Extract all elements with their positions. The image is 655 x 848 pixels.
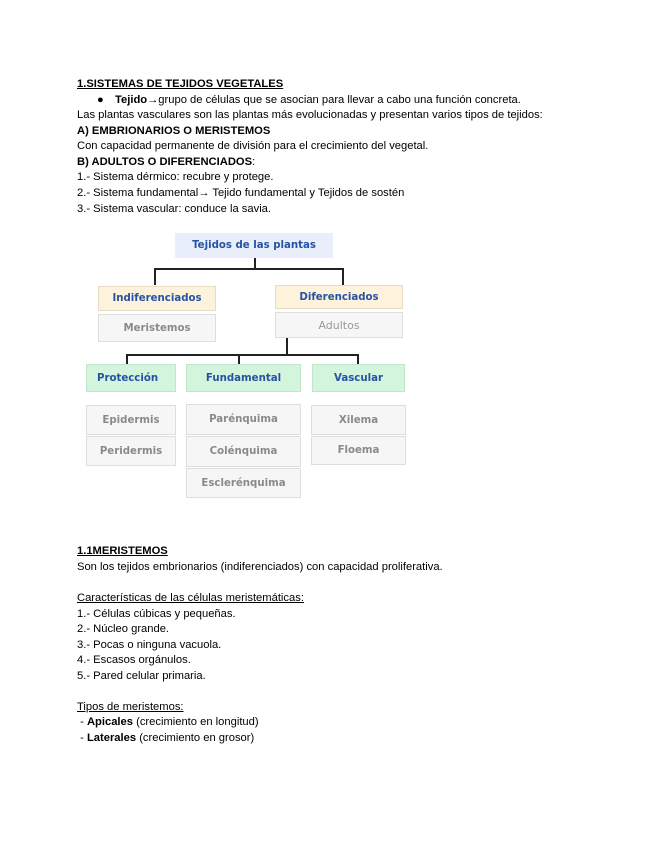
connector [154,268,156,285]
connector [342,268,344,285]
tejido-text: grupo de células que se asocian para llevar a cabo una función concreta. [158,94,521,106]
list-item: 1.- Sistema dérmico: recubre y protege. [77,171,274,183]
list-item: 5.- Pared celular primaria. [77,670,206,682]
apical-term: Apicales [86,716,133,728]
lateral-prefix: - [77,732,87,744]
section2-intro: Son los tejidos embrionarios (indiferenciados) con capacidad proliferativa. [77,561,443,573]
section2-heading: 1.1MERISTEMOS [77,545,168,557]
list-item: 4.- Escasos orgánulos. [77,654,191,666]
section1-intro: Las plantas vasculares son las plantas más evolucionadas y presentan varios tipos de tejidos: [77,109,543,121]
proteccion-box: Protección [86,364,176,392]
list-item: 2.- Núcleo grande. [77,623,170,635]
tejido-term: Tejido [115,94,148,106]
lateral-item [77,732,254,745]
fundamental-box: Fundamental [186,364,301,392]
peridermis-box: Peridermis [86,436,176,466]
characteristics-heading: Características de las células meristemáticas: [77,592,304,604]
diferenciados-box: Diferenciados [275,285,403,309]
b-heading: B) ADULTOS O DIFERENCIADOS [77,156,253,168]
lateral-term: Laterales [86,732,137,744]
adultos-box: Adultos [275,312,403,338]
section1-heading: 1.SISTEMAS DE TEJIDOS VEGETALES [77,78,284,90]
arrow-glyph: → [147,94,159,106]
a-heading: A) EMBRIONARIOS O MERISTEMOS [77,125,271,137]
connector [154,268,344,270]
vascular-box: Vascular [312,364,405,392]
list-item: 1.- Células cúbicas y pequeñas. [77,608,236,620]
apical-item [77,716,259,729]
epidermis-box: Epidermis [86,405,176,435]
tejido-definition [115,94,521,107]
types-heading: Tipos de meristemos: [77,701,184,713]
floema-box: Floema [311,436,406,465]
connector [126,354,359,356]
a-text: Con capacidad permanente de división para el crecimiento del vegetal. [77,140,429,152]
xilema-box: Xilema [311,405,406,435]
lateral-text: (crecimiento en grosor) [136,732,255,744]
esclerenquima-box: Esclerénquima [186,468,301,498]
connector [286,338,288,354]
colenquima-box: Colénquima [186,436,301,467]
list-item: 3.- Pocas o ninguna vacuola. [77,639,222,651]
bullet-dot: ● [97,94,104,106]
b-heading-line [77,156,255,169]
parenquima-box: Parénquima [186,404,301,435]
apical-prefix: - [77,716,87,728]
apical-text: (crecimiento en longitud) [132,716,259,728]
list-item: 3.- Sistema vascular: conduce la savia. [77,203,272,215]
diagram-title: Tejidos de las plantas [175,233,333,258]
tissue-tree-diagram [82,228,412,503]
list-item: 2.- Sistema fundamental→ Tejido fundamental y Tejidos de sostén [77,187,405,199]
b-colon: : [252,156,256,168]
indiferenciados-box: Indiferenciados [98,286,216,311]
meristemos-box: Meristemos [98,314,216,342]
